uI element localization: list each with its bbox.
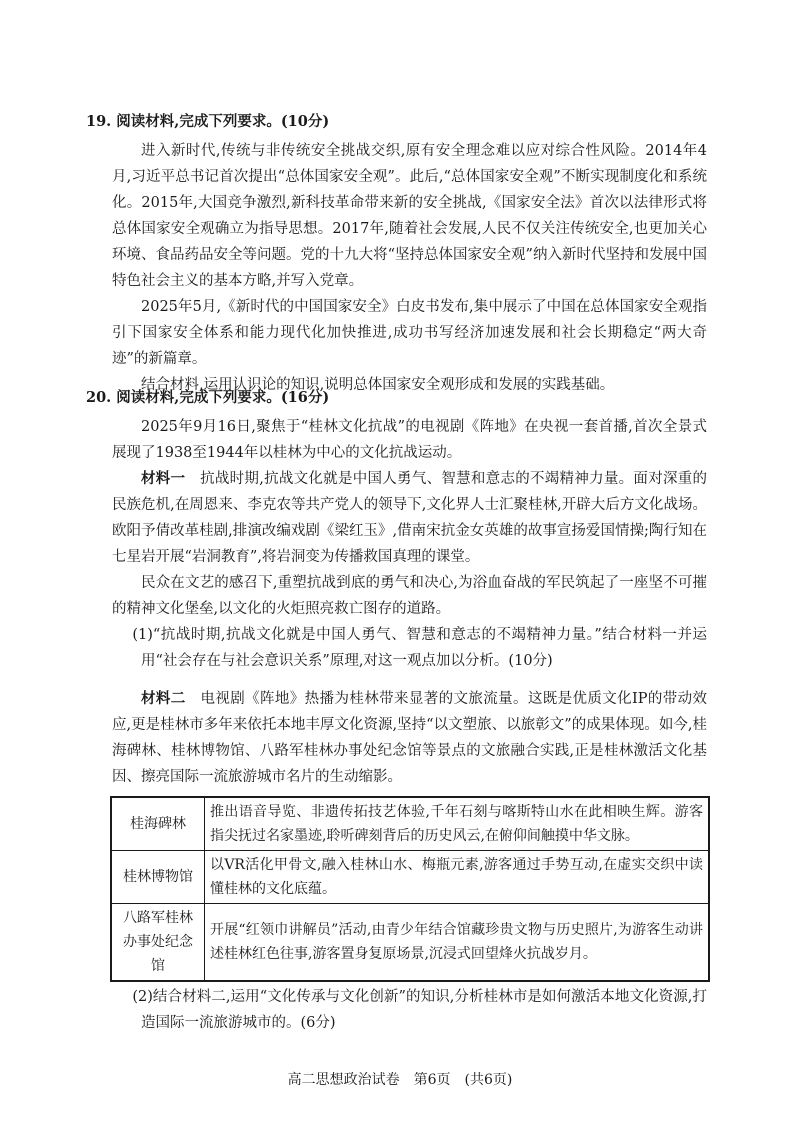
sub-question-2: (2)结合材料二,运用“文化传承与文化创新”的知识,分析桂林市是如何激活本地文化资源,打造国际一流旅游城市的。(6分) xyxy=(132,989,707,1031)
question-19-prompt: 结合材料,运用认识论的知识,说明总体国家安全观形成和发展的实践基础。 xyxy=(141,377,615,393)
material-1-paragraph-2: 民众在文艺的感召下,重塑抗战到底的勇气和决心,为浴血奋战的军民筑起了一座坚不可摧的精神文化堡垒,以文化的火炬照亮救亡图存的道路。 xyxy=(112,575,707,617)
question-19-material-paragraph: 进入新时代,传统与非传统安全挑战交织,原有安全理念难以应对综合性风险。2014年4月,习近平总书记首次提出“总体国家安全观”。此后,“总体国家安全观”不断实现制度化和系统化。2015年,大国竞争激烈,新科技革命带来新的安全挑战,《国家安全法》首次以法律形式将总体国家安全观确立为指导思想。2017年,随着社会发展,人民不仅关注传统安全,也更加关心环境、食品药品安全等问题。党的十九大将“坚持总体国家安全观”纳入新时代坚持和发展中国特色社会主义的基本方略,并写入党章。 xyxy=(112,143,707,289)
question-19-title: 19. 阅读材料,完成下列要求。(10分) xyxy=(86,113,330,130)
question-19-material-paragraph: 2025年5月,《新时代的中国国家安全》白皮书发布,集中展示了中国在总体国家安全观指引下国家安全体系和能力现代化加快推进,成功书写经济加速发展和社会长期稳定“两大奇迹”的新篇章。 xyxy=(112,299,707,367)
table-cell-site: 桂海碑林 xyxy=(111,797,205,851)
material-2-label: 材料二 xyxy=(141,690,186,707)
sub-question-2-block xyxy=(112,984,707,1036)
question-20-title: 20. 阅读材料,完成下列要求。(16分) xyxy=(86,389,330,406)
table-cell-site: 桂林博物馆 xyxy=(111,851,205,904)
table-row xyxy=(111,851,709,904)
table-cell-site: 八路军桂林办事处纪念馆 xyxy=(111,904,205,982)
material-2 xyxy=(112,686,707,790)
table-cell-description: 推出语音导览、非遗传拓技艺体验,千年石刻与喀斯特山水在此相映生辉。游客指尖抚过名家墨迹,聆听碑刻背后的历史风云,在俯仰间触摸中华文脉。 xyxy=(205,797,710,851)
table-row xyxy=(111,797,709,851)
table-row xyxy=(111,904,709,982)
material-1-paragraph xyxy=(112,466,707,570)
material-1-text: 抗战时期,抗战文化就是中国人勇气、智慧和意志的不竭精神力量。面对深重的民族危机,在周恩来、李克农等共产党人的领导下,文化界人士汇聚桂林,开辟大后方文化战场。欧阳予倩改革桂剧,排演改编戏剧《梁红玉》,借南宋抗金女英雄的故事宣扬爱国情操;陶行知在七星岩开展“岩洞教育”,将岩洞变为传播救国真理的课堂。 xyxy=(112,471,708,565)
sub-question-1: (1)“抗战时期,抗战文化就是中国人勇气、智慧和意志的不竭精神力量。”结合材料一并运用“社会存在与社会意识关系”原理,对这一观点加以分析。(10分) xyxy=(132,627,707,669)
material-1-label: 材料一 xyxy=(141,470,186,487)
table-cell-description: 开展“红领巾讲解员”活动,由青少年结合馆藏珍贵文物与历史照片,为游客生动讲述桂林红色往事,游客置身复原场景,沉浸式回望烽火抗战岁月。 xyxy=(205,904,710,982)
material-2-paragraph xyxy=(112,686,707,790)
question-20-intro: 2025年9月16日,聚焦于“桂林文化抗战”的电视剧《阵地》在央视一套首播,首次全景式展现了1938至1944年以桂林为中心的文化抗战运动。 xyxy=(112,419,707,461)
material-2-text: 电视剧《阵地》热播为桂林带来显著的文旅流量。这既是优质文化IP的带动效应,更是桂林市多年来依托本地丰厚文化资源,坚持“以文塑旅、以旅彰文”的成果体现。如今,桂海碑林、桂林博物馆、八路军桂林办事处纪念馆等景点的文旅融合实践,正是桂林激活文化基因、擦亮国际一流旅游城市名片的生动缩影。 xyxy=(112,691,708,785)
table-cell-description: 以VR活化甲骨文,融入桂林山水、梅瓶元素,游客通过手势互动,在虚实交织中读懂桂林的文化底蕴。 xyxy=(205,851,710,904)
culture-tourism-table xyxy=(110,796,710,982)
question-20 xyxy=(86,386,708,674)
page-footer: 高二思想政治试卷 第6页 (共6页) xyxy=(287,1072,513,1088)
